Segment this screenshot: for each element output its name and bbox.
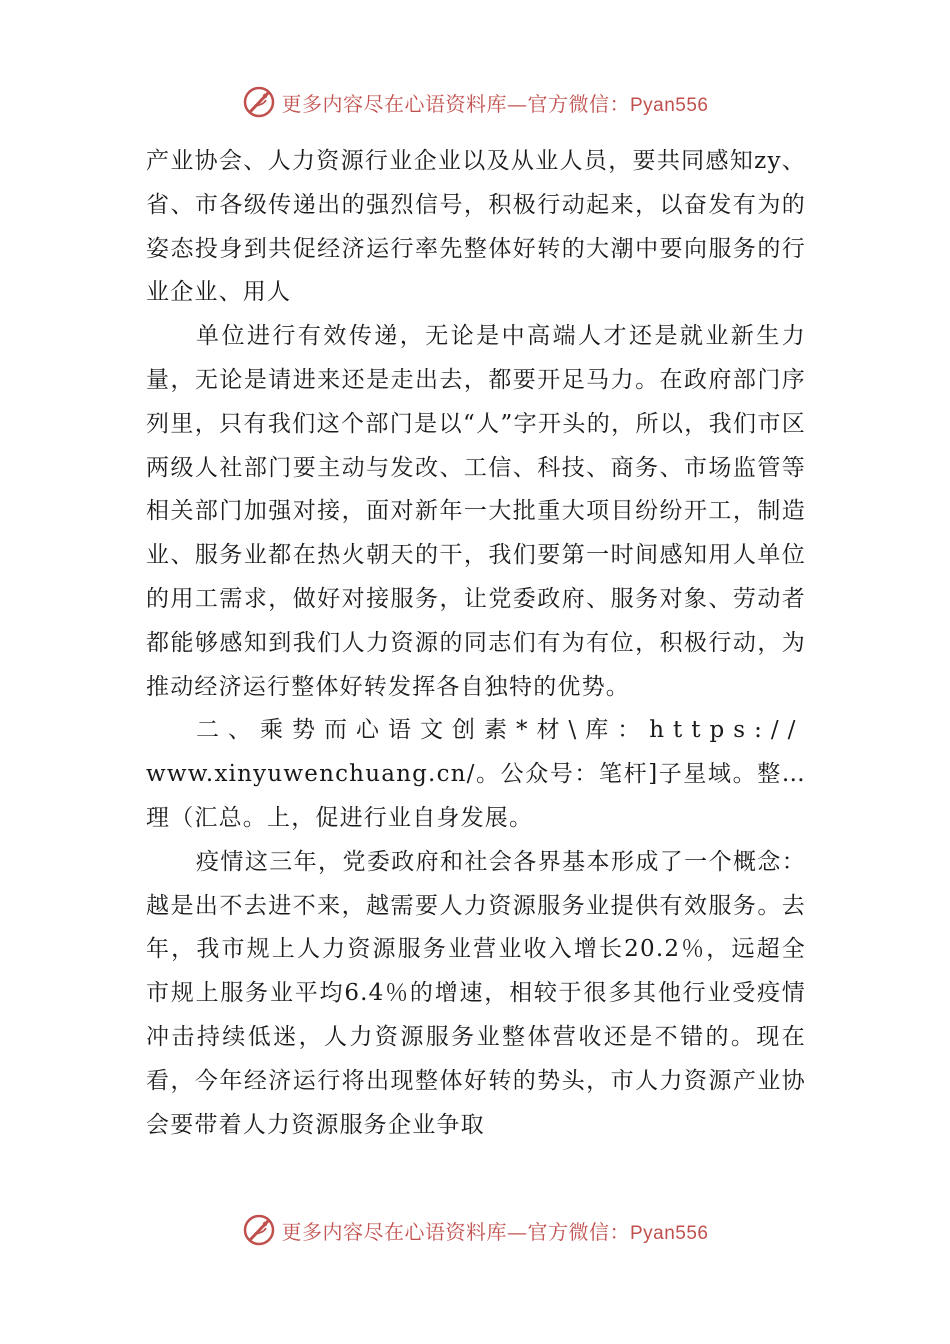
footer-wechat-id: Pyan556	[629, 1222, 709, 1244]
paragraph-3-heading: 二、乘势而心语文创素*材\库：https://	[196, 717, 805, 744]
footer-brand-text: 更多内容尽在心语资料库—官方微信：Pyan556	[281, 1219, 709, 1244]
header-brand-text: 更多内容尽在心语资料库—官方微信：Pyan556	[281, 91, 709, 116]
paragraph-4: 疫情这三年，党委政府和社会各界基本形成了一个概念：越是出不去进不来，越需要人力资源服务业提供有效服务。去年，我市规上人力资源服务业营业收入增长20.2％，远超全市规上服务业平均6.4％的增速，相较于很多其他行业受疫情冲击持续低迷，人力资源服务业整体营收还是不错的。现在看，今年经济运行将出现整体好转的势头，市人力资源产业协会要带着人力资源服务企业争取	[146, 848, 806, 1138]
footer-watermark-banner	[0, 1210, 950, 1250]
pen-logo-icon	[241, 1212, 277, 1248]
paragraph-3-continued: www.xinyuwenchuang.cn/。公众号：笔杆]子星域。整…理（汇总。上，促进行业自身发展。	[146, 761, 806, 831]
paragraph-1: 产业协会、人力资源行业企业以及从业人员，要共同感知zy、省、市各级传递出的强烈信号，积极行动起来，以奋发有为的姿态投身到共促经济运行率先整体好转的大潮中要向服务的行业企业、用人	[146, 148, 806, 306]
pen-logo-icon	[241, 84, 277, 120]
header-watermark-banner	[0, 82, 950, 122]
document-body	[146, 140, 806, 1147]
header-wechat-id: Pyan556	[629, 94, 709, 116]
paragraph-2: 单位进行有效传递，无论是中高端人才还是就业新生力量，无论是请进来还是走出去，都要开足马力。在政府部门序列里，只有我们这个部门是以“人”字开头的，所以，我们市区两级人社部门要主动与发改、工信、科技、商务、市场监管等相关部门加强对接，面对新年一大批重大项目纷纷开工，制造业、服务业都在热火朝天的干，我们要第一时间感知用人单位的用工需求，做好对接服务，让党委政府、服务对象、劳动者都能够感知到我们人力资源的同志们有为有位，积极行动，为推动经济运行整体好转发挥各自独特的优势。	[146, 323, 806, 700]
